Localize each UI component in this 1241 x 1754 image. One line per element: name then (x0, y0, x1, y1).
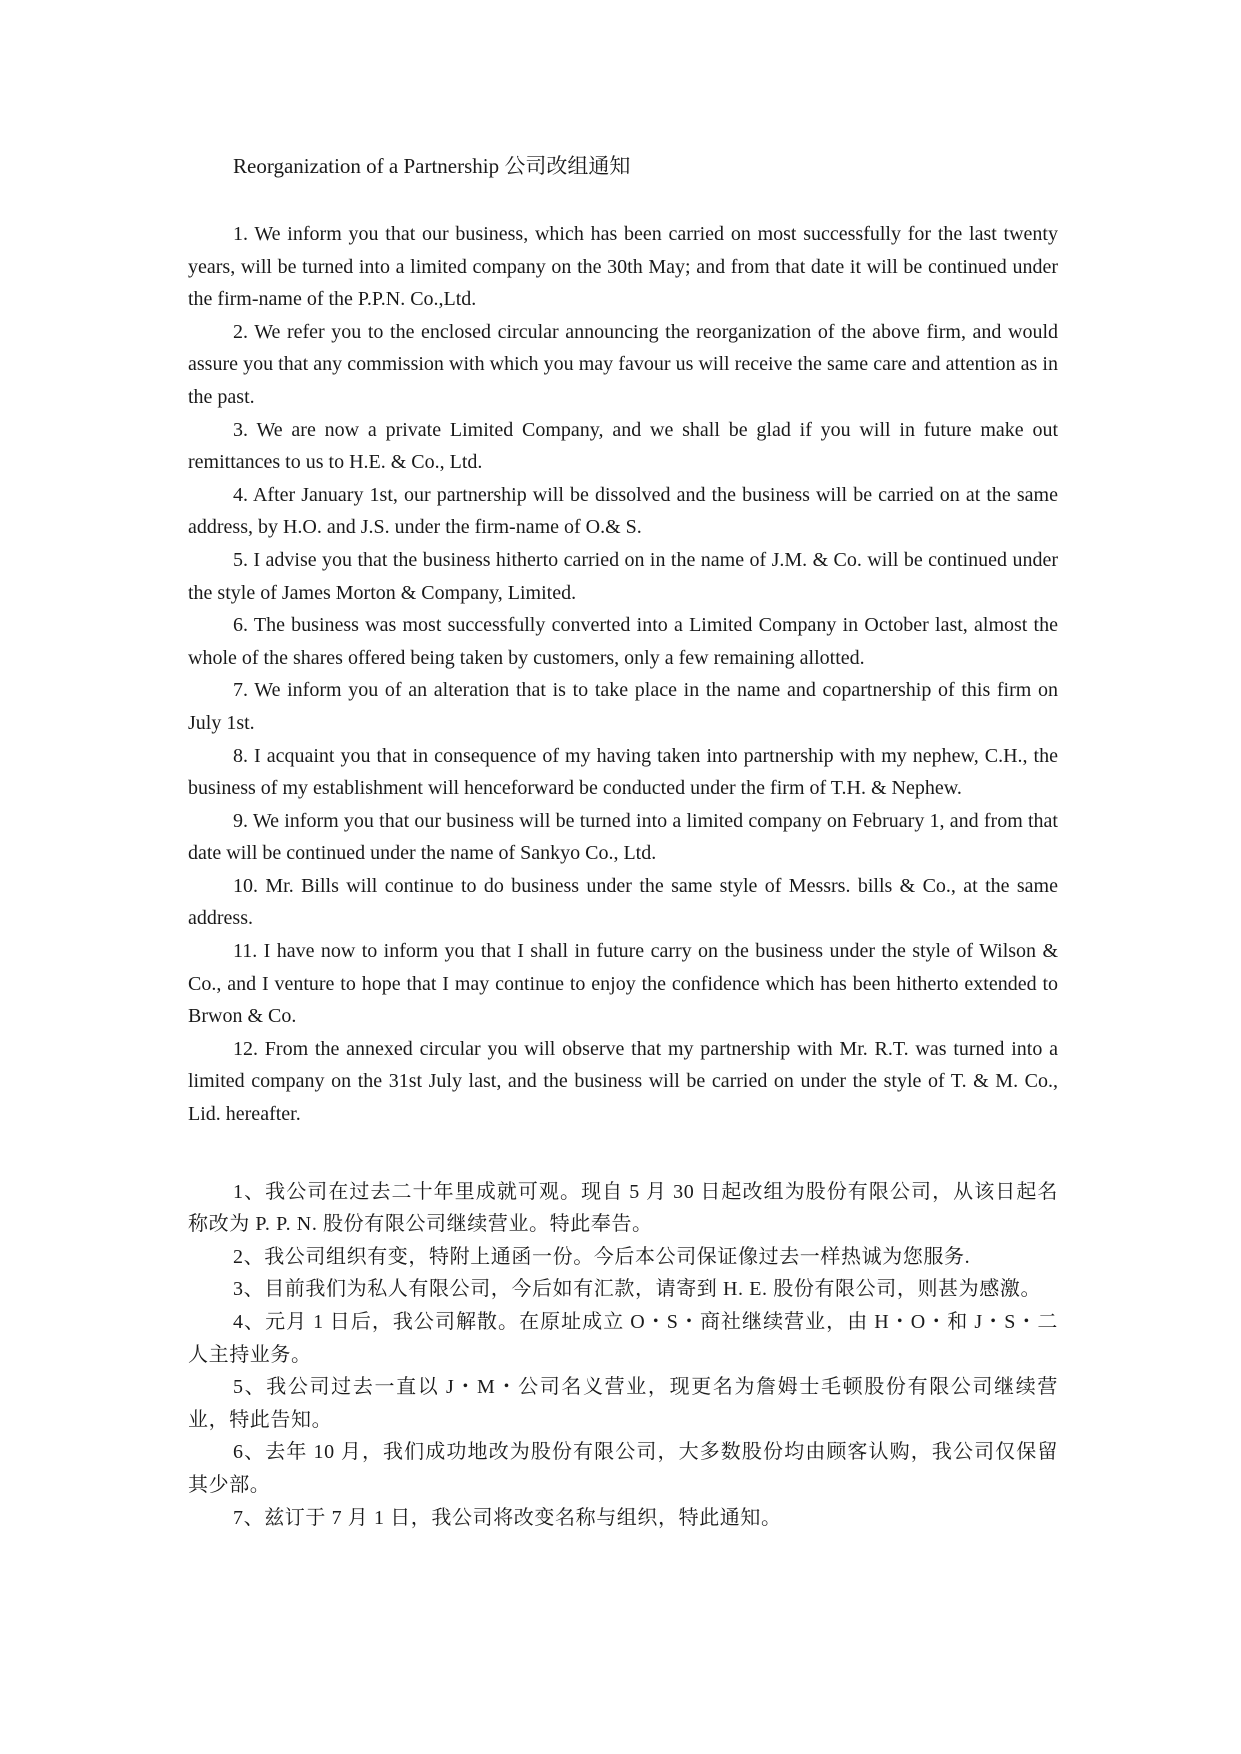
english-paragraph-8: 8. I acquaint you that in consequence of my having taken into partnership with my nephew, C.H., the business of my establishment will henceforward be conducted under the firm of T.H. & Nephew. (188, 744, 1058, 800)
document-title: Reorganization of a Partnership 公司改组通知 (233, 154, 631, 178)
english-paragraph-1: 1. We inform you that our business, which has been carried on most successfully for the last twenty years, will be turned into a limited company on the 30th May; and from that date it will be continued under the firm-name of the P.P.N. Co.,Ltd. (188, 223, 1058, 311)
chinese-paragraph-3: 3、目前我们为私人有限公司，今后如有汇款，请寄到 H. E. 股份有限公司，则甚为感激。 (233, 1278, 1042, 1301)
english-paragraph-4: 4. After January 1st, our partnership will be dissolved and the business will be carried on at the same address, by H.O. and J.S. under the firm-name of O.& S. (188, 483, 1058, 539)
english-paragraph-6: 6. The business was most successfully converted into a Limited Company in October last, almost the whole of the shares offered being taken by customers, only a few remaining allotted. (188, 614, 1058, 669)
chinese-paragraph-1: 1、我公司在过去二十年里成就可观。现自 5 月 30 日起改组为股份有限公司，从该日起名称改为 P. P. N. 股份有限公司继续营业。特此奉告。 (188, 1180, 1058, 1236)
english-section (188, 218, 1058, 1131)
section-spacer (188, 1131, 1058, 1176)
chinese-paragraph-4: 4、元月 1 日后，我公司解散。在原址成立 O・S・商社继续营业，由 H・O・和 J・S・二人主持业务。 (188, 1311, 1058, 1366)
chinese-paragraph-5: 5、我公司过去一直以 J・M・公司名义营业，现更名为詹姆士毛顿股份有限公司继续营业，特此告知。 (188, 1376, 1058, 1431)
english-paragraph-2: 2. We refer you to the enclosed circular announcing the reorganization of the above firm, and would assure you that any commission with which you may favour us will receive the same care and attention as in the past. (188, 320, 1058, 408)
chinese-paragraph-2: 2、我公司组织有变，特附上通函一份。今后本公司保证像过去一样热诚为您服务. (233, 1245, 971, 1268)
document-page (188, 150, 1058, 1534)
english-paragraph-11: 11. I have now to inform you that I shall in future carry on the business under the style of Wilson & Co., and I venture to hope that I may continue to enjoy the confidence which has been hitherto extended to Brwon & Co. (188, 940, 1058, 1028)
english-paragraph-10: 10. Mr. Bills will continue to do business under the same style of Messrs. bills & Co., at the same address. (188, 874, 1058, 930)
english-paragraph-12: 12. From the annexed circular you will observe that my partnership with Mr. R.T. was turned into a limited company on the 31st July last, and the business will be carried on under the style of T. & M. Co., Lid. hereafter. (188, 1037, 1058, 1126)
english-paragraph-9: 9. We inform you that our business will be turned into a limited company on February 1, and from that date will be continued under the name of Sankyo Co., Ltd. (188, 809, 1058, 865)
english-paragraph-7: 7. We inform you of an alteration that is to take place in the name and copartnership of this firm on July 1st. (188, 679, 1058, 734)
chinese-paragraph-7: 7、兹订于 7 月 1 日，我公司将改变名称与组织，特此通知。 (233, 1506, 782, 1529)
english-paragraph-3: 3. We are now a private Limited Company, and we shall be glad if you will in future make out remittances to us to H.E. & Co., Ltd. (188, 418, 1058, 474)
chinese-paragraph-6: 6、去年 10 月，我们成功地改为股份有限公司，大多数股份均由顾客认购，我公司仅保留其少部。 (188, 1441, 1058, 1496)
english-paragraph-5: 5. I advise you that the business hitherto carried on in the name of J.M. & Co. will be continued under the style of James Morton & Company, Limited. (188, 548, 1058, 604)
chinese-section (188, 1176, 1058, 1535)
